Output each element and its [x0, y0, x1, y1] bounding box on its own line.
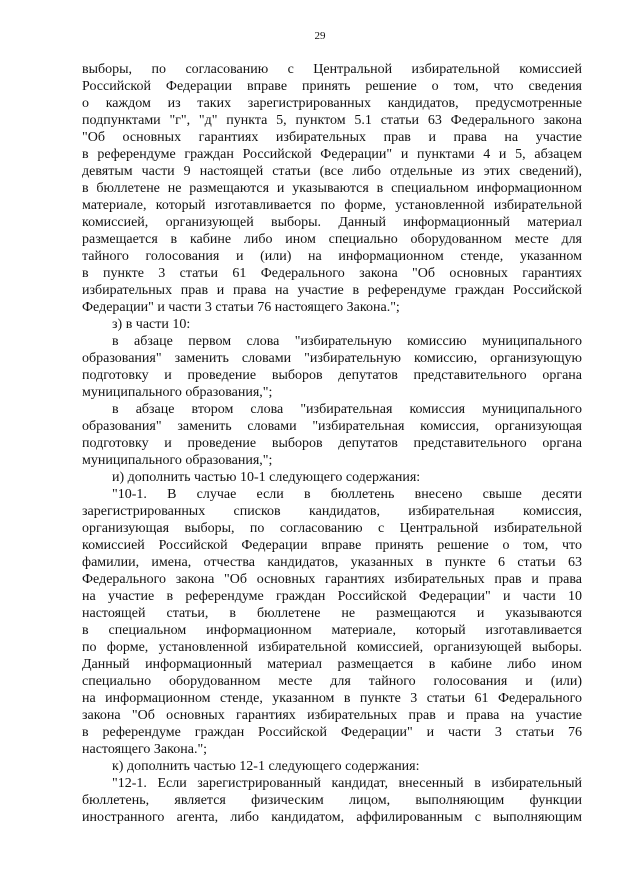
text-line: настоящего Закона.";: [82, 742, 208, 757]
text-line: на участие в референдуме граждан Российской Федерации" и части 10: [82, 589, 582, 604]
text-line: в специальном информационном материале, который изготавливается: [82, 623, 582, 638]
text-line: подпунктами "г", "д" пункта 5, пунктом 5.1 статьи 63 Федерального закона: [82, 113, 582, 128]
text-line: муниципального образования,";: [82, 453, 273, 468]
text-line: материале, который изготавливается по форме, установленной избирательной: [82, 198, 582, 213]
text-line: образования" заменить словами "избирательная комиссия, организующая: [82, 419, 582, 434]
text-line: Российской Федерации вправе принять решение о том, что сведения: [82, 79, 582, 94]
text-line: и) дополнить частью 10-1 следующего содержания:: [112, 470, 421, 485]
text-line: в абзаце первом слова "избирательную комиссию муниципального: [112, 334, 582, 349]
text-line: избирательных прав и права на участие в референдуме граждан Российской: [82, 283, 582, 298]
text-line: организующая выборы, по согласованию с Центральной избирательной: [82, 521, 582, 536]
text-line: "10-1. В случае если в бюллетень внесено свыше десяти: [112, 487, 582, 502]
text-line: бюллетень, является физическим лицом, выполняющим функции: [82, 793, 582, 808]
text-line: девятым части 9 настоящей статьи (все либо отдельные из этих сведений),: [82, 164, 582, 179]
text-line: подготовку и проведение выборов депутатов представительного органа: [82, 436, 582, 451]
text-line: тайного голосования и (или) на информационном стенде, указанном: [82, 249, 582, 264]
text-line: на информационном стенде, указанном в пункте 3 статьи 61 Федерального: [82, 691, 582, 706]
text-line: Федерального закона "Об основных гарантиях избирательных прав и права: [82, 572, 582, 587]
text-line: зарегистрированных списков кандидатов, избирательная комиссия,: [82, 504, 582, 519]
text-line: о каждом из таких зарегистрированных кандидатов, предусмотренные: [82, 96, 582, 111]
text-line: "12-1. Если зарегистрированный кандидат, внесенный в избирательный: [112, 776, 582, 791]
text-line: специально оборудованном месте для тайного голосования и (или): [82, 674, 582, 689]
text-line: фамилии, имена, отчества кандидатов, указанных в пункте 6 статьи 63: [82, 555, 582, 570]
text-line: в референдуме граждан Российской Федерации" и пунктами 4 и 5, абзацем: [82, 147, 582, 162]
text-line: в пункте 3 статьи 61 Федерального закона "Об основных гарантиях: [82, 266, 582, 281]
page-number: 29: [314, 30, 326, 42]
text-line: комиссией, организующей выборы. Данный информационный материал: [82, 215, 582, 230]
text-line: Федерации" и части 3 статьи 76 настоящего Закона.";: [82, 300, 400, 315]
text-line: образования" заменить словами "избирательную комиссию, организующую: [82, 351, 582, 366]
text-line: муниципального образования,";: [82, 385, 273, 400]
text-line: з) в части 10:: [112, 317, 191, 332]
text-line: выборы, по согласованию с Центральной избирательной комиссией: [82, 62, 582, 77]
text-line: Данный информационный материал размещается в кабине либо ином: [82, 657, 582, 672]
text-line: в абзаце втором слова "избирательная комиссия муниципального: [112, 402, 582, 417]
body-text: [82, 61, 582, 826]
text-line: настоящей статьи, в бюллетене не размещаются и указываются: [82, 606, 582, 621]
text-line: комиссией Российской Федерации вправе принять решение о том, что: [82, 538, 582, 553]
text-line: подготовку и проведение выборов депутатов представительного органа: [82, 368, 582, 383]
text-line: размещается в кабине либо ином специально оборудованном месте для: [82, 232, 582, 247]
text-line: в бюллетене не размещаются и указываются в специальном информационном: [82, 181, 582, 196]
text-line: "Об основных гарантиях избирательных прав и права на участие: [82, 130, 582, 145]
text-line: закона "Об основных гарантиях избирательных прав и права на участие: [82, 708, 582, 723]
text-line: к) дополнить частью 12-1 следующего содержания:: [112, 759, 420, 774]
text-line: по форме, установленной избирательной комиссией, организующей выборы.: [82, 640, 582, 655]
text-line: иностранного агента, либо кандидатом, аффилированным с выполняющим: [82, 810, 582, 825]
text-line: в референдуме граждан Российской Федерации" и части 3 статьи 76: [82, 725, 582, 740]
